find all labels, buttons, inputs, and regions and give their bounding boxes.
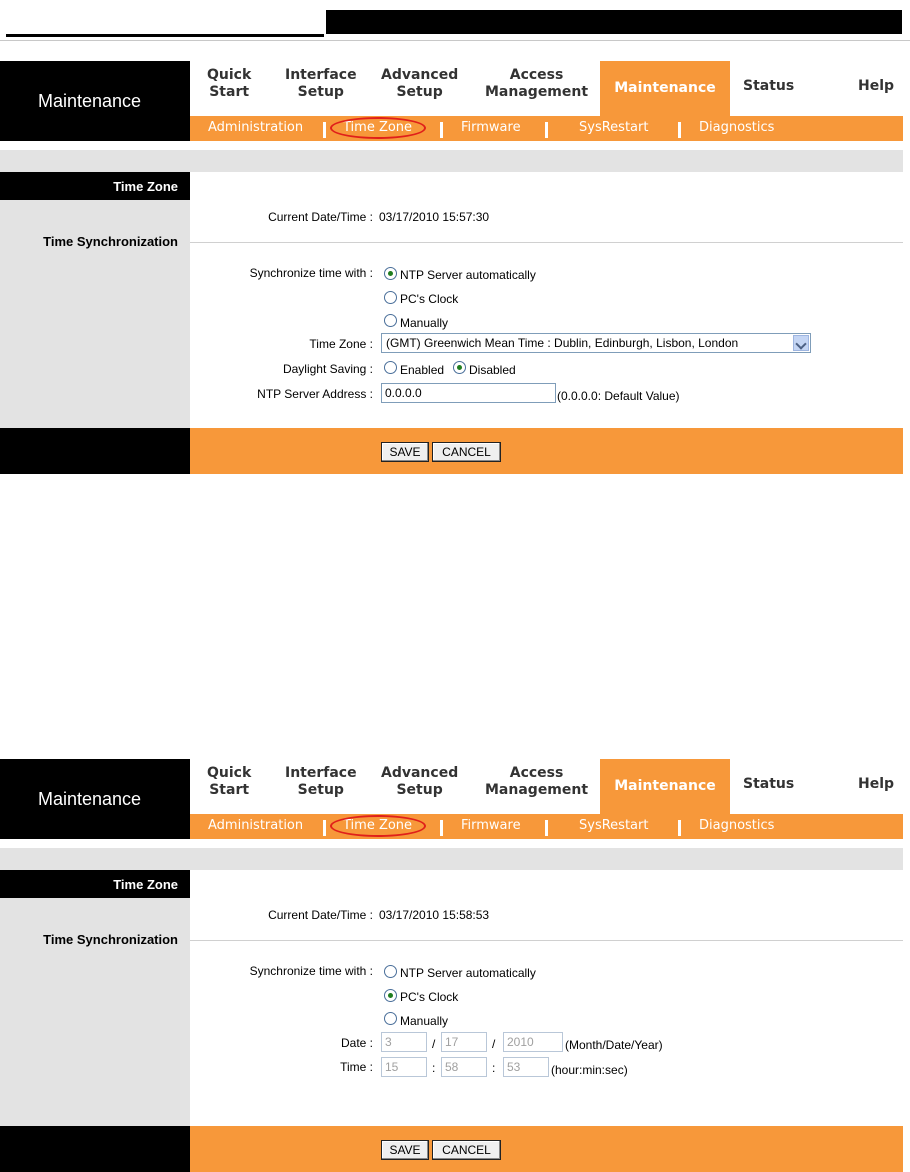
date-format-hint: (Month/Date/Year) xyxy=(565,1038,663,1052)
nav-access-management[interactable]: Access Management xyxy=(485,67,589,100)
current-datetime-value: 03/17/2010 15:57:30 xyxy=(379,210,490,224)
content-area xyxy=(190,870,903,1126)
subnav-administration[interactable]: Administration xyxy=(208,818,304,833)
subnav-firmware[interactable]: Firmware xyxy=(461,818,521,833)
nav-status[interactable]: Status xyxy=(743,78,795,94)
radio-pc-clock[interactable] xyxy=(384,291,397,304)
ntp-address-input[interactable]: 0.0.0.0 xyxy=(381,383,556,403)
radio-ntp-server[interactable] xyxy=(384,965,397,978)
time-zone-label: Time Zone : xyxy=(309,337,373,351)
radio-pc-clock[interactable] xyxy=(384,989,397,1002)
nav-maintenance[interactable]: Maintenance xyxy=(600,61,730,116)
section-title-block xyxy=(0,870,190,898)
nav-interface-setup[interactable]: Interface Setup xyxy=(285,67,357,100)
time-second-input[interactable]: 53 xyxy=(503,1057,549,1077)
time-minute-input[interactable]: 58 xyxy=(441,1057,487,1077)
current-datetime-label: Current Date/Time : xyxy=(268,210,373,224)
highlight-ring xyxy=(330,815,426,837)
time-separator: : xyxy=(432,1061,436,1075)
subnav-separator xyxy=(323,122,326,138)
daylight-saving-label: Daylight Saving : xyxy=(282,362,373,376)
section-title: Time Zone xyxy=(113,179,178,194)
date-day-input[interactable]: 17 xyxy=(441,1032,487,1052)
nav-help[interactable]: Help xyxy=(858,78,895,94)
radio-ntp-server-label: NTP Server automatically xyxy=(400,966,536,980)
nav-interface-setup[interactable]: Interface Setup xyxy=(285,765,357,798)
subnav-separator xyxy=(678,122,681,138)
radio-dst-disabled[interactable] xyxy=(453,361,466,374)
subnav-separator xyxy=(545,820,548,836)
nav-brand: Maintenance xyxy=(38,91,142,111)
time-zone-value: (GMT) Greenwich Mean Time : Dublin, Edinburgh, Lisbon, London xyxy=(386,336,739,350)
radio-manually[interactable] xyxy=(384,1012,397,1025)
subnav-sysrestart[interactable]: SysRestart xyxy=(579,818,649,833)
radio-ntp-server[interactable] xyxy=(384,267,397,280)
cancel-button[interactable]: CANCEL xyxy=(432,442,501,462)
radio-dst-enabled[interactable] xyxy=(384,361,397,374)
radio-ntp-server-label: NTP Server automatically xyxy=(400,268,536,282)
chevron-down-icon[interactable] xyxy=(793,335,809,351)
section-title: Time Zone xyxy=(113,877,178,892)
nav-quick-start[interactable]: Quick Start xyxy=(207,67,252,100)
footer-actions xyxy=(190,1126,903,1172)
current-datetime-value: 03/17/2010 15:58:53 xyxy=(379,908,490,922)
subnav-time-zone[interactable]: Time Zone xyxy=(343,120,413,135)
radio-manually[interactable] xyxy=(384,314,397,327)
subnav-diagnostics[interactable]: Diagnostics xyxy=(699,120,775,135)
section-subtitle: Time Synchronization xyxy=(43,932,178,947)
divider xyxy=(190,940,903,941)
sub-nav xyxy=(190,814,903,839)
radio-dst-enabled-label: Enabled xyxy=(400,363,445,377)
nav-brand-block xyxy=(0,61,190,141)
subnav-separator xyxy=(545,122,548,138)
divider xyxy=(190,242,903,243)
nav-maintenance[interactable]: Maintenance xyxy=(600,759,730,814)
time-format-hint: (hour:min:sec) xyxy=(551,1063,628,1077)
nav-status[interactable]: Status xyxy=(743,776,795,792)
radio-manually-label: Manually xyxy=(400,316,449,330)
footer-actions xyxy=(190,428,903,474)
sidebar xyxy=(0,870,190,1126)
subnav-separator xyxy=(440,122,443,138)
sync-label: Synchronize time with : xyxy=(249,266,373,280)
subnav-separator xyxy=(323,820,326,836)
header-black-bar xyxy=(326,10,902,34)
ntp-address-hint: (0.0.0.0: Default Value) xyxy=(557,389,680,403)
nav-brand-block xyxy=(0,759,190,839)
nav-access-management[interactable]: Access Management xyxy=(485,765,589,798)
nav-quick-start[interactable]: Quick Start xyxy=(207,765,252,798)
highlight-ring xyxy=(330,117,426,139)
section-title-block xyxy=(0,172,190,200)
time-hour-input[interactable]: 15 xyxy=(381,1057,427,1077)
content-area xyxy=(190,172,903,428)
radio-dst-disabled-label: Disabled xyxy=(469,363,516,377)
radio-manually-label: Manually xyxy=(400,1014,449,1028)
subnav-administration[interactable]: Administration xyxy=(208,120,304,135)
main-nav xyxy=(190,759,903,814)
spacer-strip xyxy=(0,150,903,172)
date-month-input[interactable]: 3 xyxy=(381,1032,427,1052)
subnav-sysrestart[interactable]: SysRestart xyxy=(579,120,649,135)
header-rule xyxy=(6,34,324,37)
time-zone-select[interactable] xyxy=(381,333,811,353)
save-button[interactable]: SAVE xyxy=(381,442,429,462)
nav-brand: Maintenance xyxy=(38,789,142,809)
date-separator: / xyxy=(492,1037,496,1051)
nav-advanced-setup[interactable]: Advanced Setup xyxy=(381,765,459,798)
date-year-input[interactable]: 2010 xyxy=(503,1032,563,1052)
time-separator: : xyxy=(492,1061,496,1075)
date-separator: / xyxy=(432,1037,436,1051)
radio-pc-clock-label: PC's Clock xyxy=(400,990,459,1004)
subnav-firmware[interactable]: Firmware xyxy=(461,120,521,135)
radio-pc-clock-label: PC's Clock xyxy=(400,292,459,306)
current-datetime-label: Current Date/Time : xyxy=(268,908,373,922)
section-subtitle: Time Synchronization xyxy=(43,234,178,249)
nav-advanced-setup[interactable]: Advanced Setup xyxy=(381,67,459,100)
cancel-button[interactable]: CANCEL xyxy=(432,1140,501,1160)
date-label: Date : xyxy=(340,1036,373,1050)
nav-help[interactable]: Help xyxy=(858,776,895,792)
header-divider xyxy=(0,40,910,41)
spacer-strip xyxy=(0,848,903,870)
time-label: Time : xyxy=(340,1060,373,1074)
save-button[interactable]: SAVE xyxy=(381,1140,429,1160)
footer-left xyxy=(0,428,190,474)
footer-left xyxy=(0,1126,190,1172)
sync-label: Synchronize time with : xyxy=(249,964,373,978)
subnav-time-zone[interactable]: Time Zone xyxy=(343,818,413,833)
subnav-diagnostics[interactable]: Diagnostics xyxy=(699,818,775,833)
sidebar xyxy=(0,172,190,428)
ntp-address-label: NTP Server Address : xyxy=(257,387,373,401)
main-nav xyxy=(190,61,903,116)
subnav-separator xyxy=(440,820,443,836)
sub-nav xyxy=(190,116,903,141)
subnav-separator xyxy=(678,820,681,836)
